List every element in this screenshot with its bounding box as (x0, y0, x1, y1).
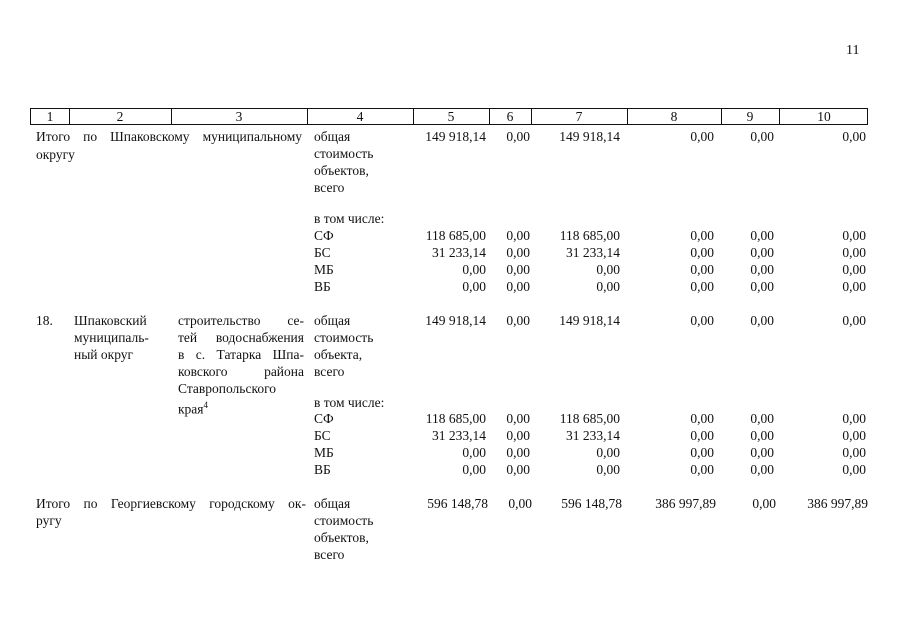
table-header-row (30, 108, 868, 125)
footnote-marker: 4 (203, 400, 209, 410)
block1-title-cont: округу (36, 147, 75, 162)
header-col-10: 10 (817, 109, 831, 124)
block3-label: общая стоимость объектов, всего (314, 496, 374, 562)
block3-total-c7: 596 148,78 (561, 496, 622, 511)
header-col-9: 9 (746, 109, 754, 124)
block1-title: Итого по Шпаковскому муниципальному (36, 129, 302, 144)
block1-total-c7: 149 918,14 (559, 129, 620, 144)
block3-total-c10: 386 997,89 (807, 496, 868, 511)
header-col-8: 8 (670, 109, 678, 124)
header-col-6: 6 (506, 109, 514, 124)
block1-total-c10: 0,00 (842, 129, 866, 144)
block2-total-c9: 0,00 (750, 313, 774, 328)
block2-total-c7: 149 918,14 (559, 313, 620, 328)
block3-total-c9: 0,00 (752, 496, 776, 511)
block1-incl: в том числе: (314, 211, 385, 226)
block3-total-c5: 596 148,78 (427, 496, 488, 511)
row-number: 18. (36, 313, 53, 328)
block2-total-c5: 149 918,14 (425, 313, 486, 328)
block2-total-c6: 0,00 (506, 313, 530, 328)
block2-total-c8: 0,00 (690, 313, 714, 328)
header-col-5: 5 (447, 109, 455, 124)
block2-total-c10: 0,00 (842, 313, 866, 328)
block1-total-c6: 0,00 (506, 129, 530, 144)
block3-title: Итого по Георгиевскому городскому ок- (36, 496, 306, 511)
block1-total-c5: 149 918,14 (425, 129, 486, 144)
header-col-1: 1 (46, 109, 54, 124)
header-col-3: 3 (235, 109, 243, 124)
page-number: 11 (846, 43, 860, 58)
block2-label: общая стоимость объекта, всего (314, 313, 374, 379)
block3-title-cont: ругу (36, 513, 62, 528)
block1-total-c9: 0,00 (750, 129, 774, 144)
header-col-2: 2 (116, 109, 124, 124)
block3-total-c6: 0,00 (508, 496, 532, 511)
block2-incl: в том числе: (314, 395, 385, 410)
block1-label: общая стоимость объектов, всего (314, 129, 374, 195)
object-description: строительство се- тей водоснабжения в с. Татарка Шпа- ковского района Ставропольского края$^4$ (178, 313, 304, 417)
header-col-4: 4 (356, 109, 364, 124)
block1-total-c8: 0,00 (690, 129, 714, 144)
district-name: Шпаковский муниципаль- ный округ (74, 313, 149, 362)
header-col-7: 7 (575, 109, 583, 124)
block3-total-c8: 386 997,89 (655, 496, 716, 511)
